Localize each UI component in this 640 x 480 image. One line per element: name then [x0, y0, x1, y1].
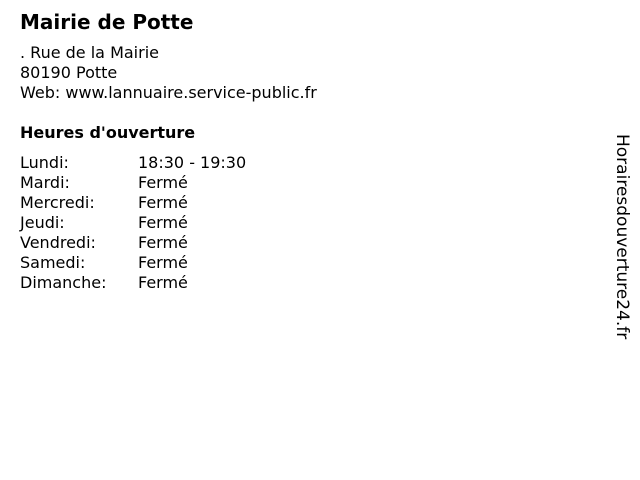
- postal-city: 80190 Potte: [20, 63, 118, 82]
- page-title: Mairie de Potte: [20, 10, 194, 34]
- hours-row-friday: [20, 233, 246, 253]
- hours-row-monday: [20, 153, 246, 173]
- hours-row-thursday: [20, 213, 246, 233]
- day-hours: Fermé: [138, 253, 188, 272]
- day-hours: Fermé: [138, 273, 188, 292]
- day-label: Mardi:: [20, 173, 70, 192]
- hours-row-sunday: [20, 273, 246, 293]
- day-label: Jeudi:: [20, 213, 65, 232]
- day-label: Mercredi:: [20, 193, 95, 212]
- hours-row-saturday: [20, 253, 246, 273]
- day-hours: Fermé: [138, 233, 188, 252]
- day-label: Dimanche:: [20, 273, 107, 292]
- day-hours: 18:30 - 19:30: [138, 153, 247, 172]
- site-watermark: Horairesdouverture24.fr: [612, 134, 632, 340]
- day-label: Lundi:: [20, 153, 69, 172]
- opening-hours-table: [20, 153, 246, 293]
- day-hours: Fermé: [138, 193, 188, 212]
- day-hours: Fermé: [138, 173, 188, 192]
- website-line: Web: www.lannuaire.service-public.fr: [20, 83, 317, 102]
- day-label: Samedi:: [20, 253, 86, 272]
- day-label: Vendredi:: [20, 233, 96, 252]
- day-hours: Fermé: [138, 213, 188, 232]
- hours-row-tuesday: [20, 173, 246, 193]
- address-block: [20, 43, 317, 103]
- hours-row-wednesday: [20, 193, 246, 213]
- opening-hours-heading: Heures d'ouverture: [20, 123, 196, 142]
- street-address: . Rue de la Mairie: [20, 43, 159, 62]
